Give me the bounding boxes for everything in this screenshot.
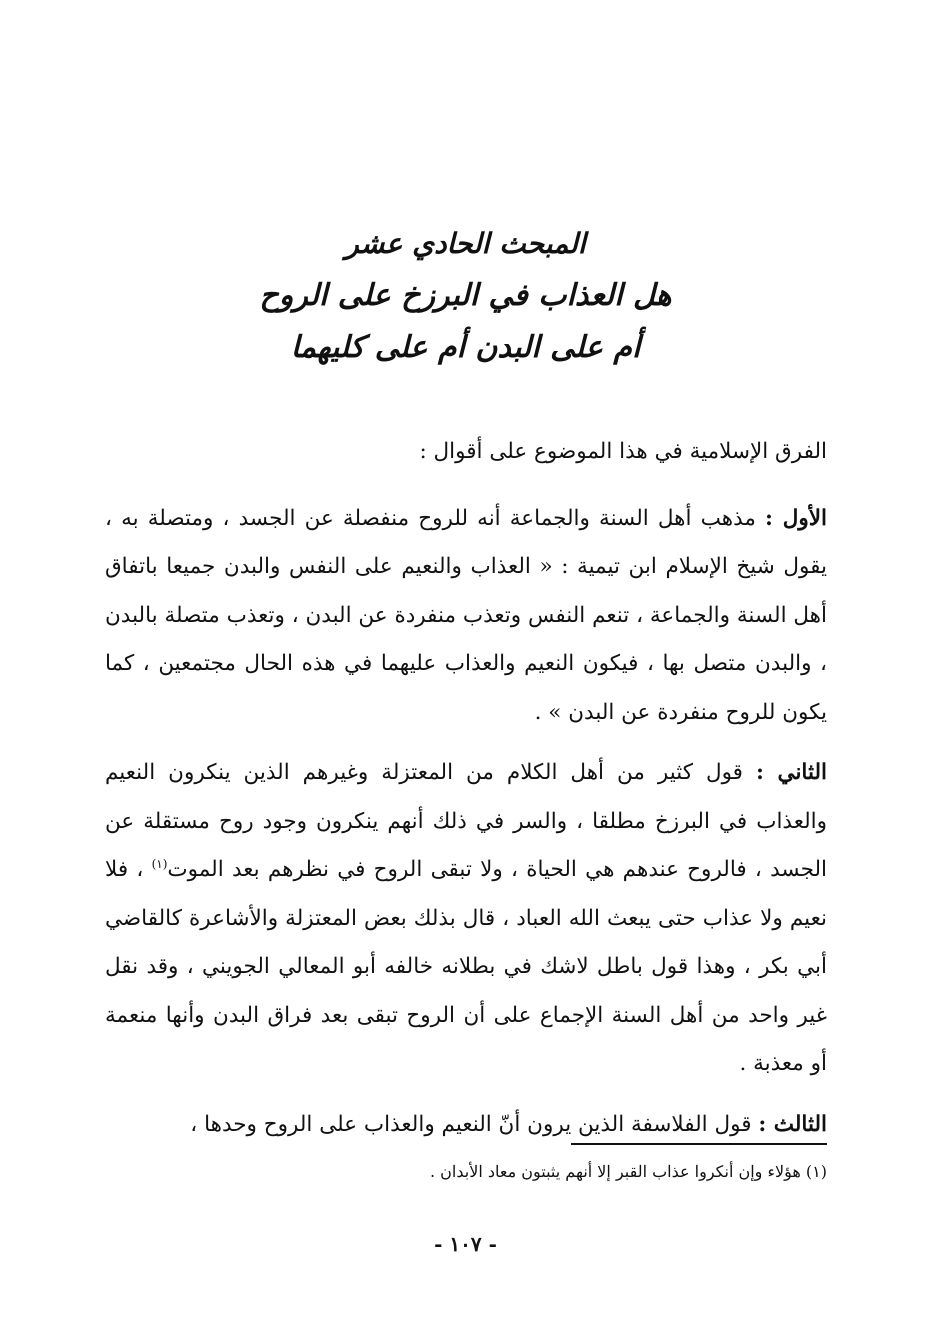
second-opinion-label: الثاني : bbox=[755, 760, 827, 785]
second-opinion-text-part-1: قول كثير من أهل الكلام من المعتزلة وغيرهم الذين ينكرون النعيم والعذاب في البرزخ مطلقا ، والسر في ذلك أنهم ينكرون وجود روح مستقلة عن الجسد ، فالروح عندهم هي الحياة ، ولا تبقى الروح في نظرهم بعد الموت bbox=[105, 760, 827, 882]
section-heading bbox=[200, 218, 731, 374]
first-opinion-label: الأول : bbox=[765, 505, 827, 531]
heading-line-3: أم على البدن أم على كليهما bbox=[290, 330, 641, 365]
footnote-reference-mark: (١) bbox=[151, 856, 168, 871]
heading-line-2: هل العذاب في البرزخ على الروح bbox=[259, 278, 672, 313]
page-number: - ١٠٧ - bbox=[434, 1232, 497, 1256]
second-opinion-text-part-2: ، فلا نعيم ولا عذاب حتى يبعث الله العباد ، قال بذلك بعض المعتزلة والأشاعرة كالقاضي أبي بكر ، وهذا قول باطل لاشك في بطلانه خالفه أبو المعالي الجويني ، وقد نقل غير واحد من أهل السنة الإجماع على أن الروح تبقى بعد فراق البدن وأنها منعمة أو معذبة . bbox=[105, 857, 827, 1076]
third-opinion-paragraph bbox=[105, 1101, 827, 1150]
footnote-divider bbox=[571, 1143, 827, 1145]
body-text bbox=[105, 428, 827, 1149]
first-opinion-text: مذهب أهل السنة والجماعة أنه للروح منفصلة عن الجسد ، ومتصلة به ، يقول شيخ الإسلام ابن تيمية : « العذاب والنعيم على النفس والبدن جميعا باتفاق أهل السنة والجماعة ، تنعم النفس وتعذب منفردة عن البدن ، وتعذب متصلة بالبدن ، والبدن متصل بها ، فيكون النعيم والعذاب عليهما في هذه الحال مجتمعين ، كما يكون للروح منفردة عن البدن » . bbox=[105, 505, 827, 725]
heading-line-1: المبحث الحادي عشر bbox=[345, 227, 586, 260]
third-opinion-text: قول الفلاسفة الذين يرون أنّ النعيم والعذاب على الروح وحدها ، bbox=[190, 1111, 752, 1137]
third-opinion-label: الثالث : bbox=[758, 1111, 827, 1137]
second-opinion-paragraph bbox=[105, 749, 827, 1089]
intro-paragraph: الفرق الإسلامية في هذا الموضوع على أقوال : bbox=[419, 439, 827, 464]
footnote: (١) هؤلاء وإن أنكروا عذاب القبر إلا أنهم يثبتون معاد الأبدان . bbox=[430, 1162, 827, 1181]
first-opinion-paragraph bbox=[105, 495, 827, 738]
